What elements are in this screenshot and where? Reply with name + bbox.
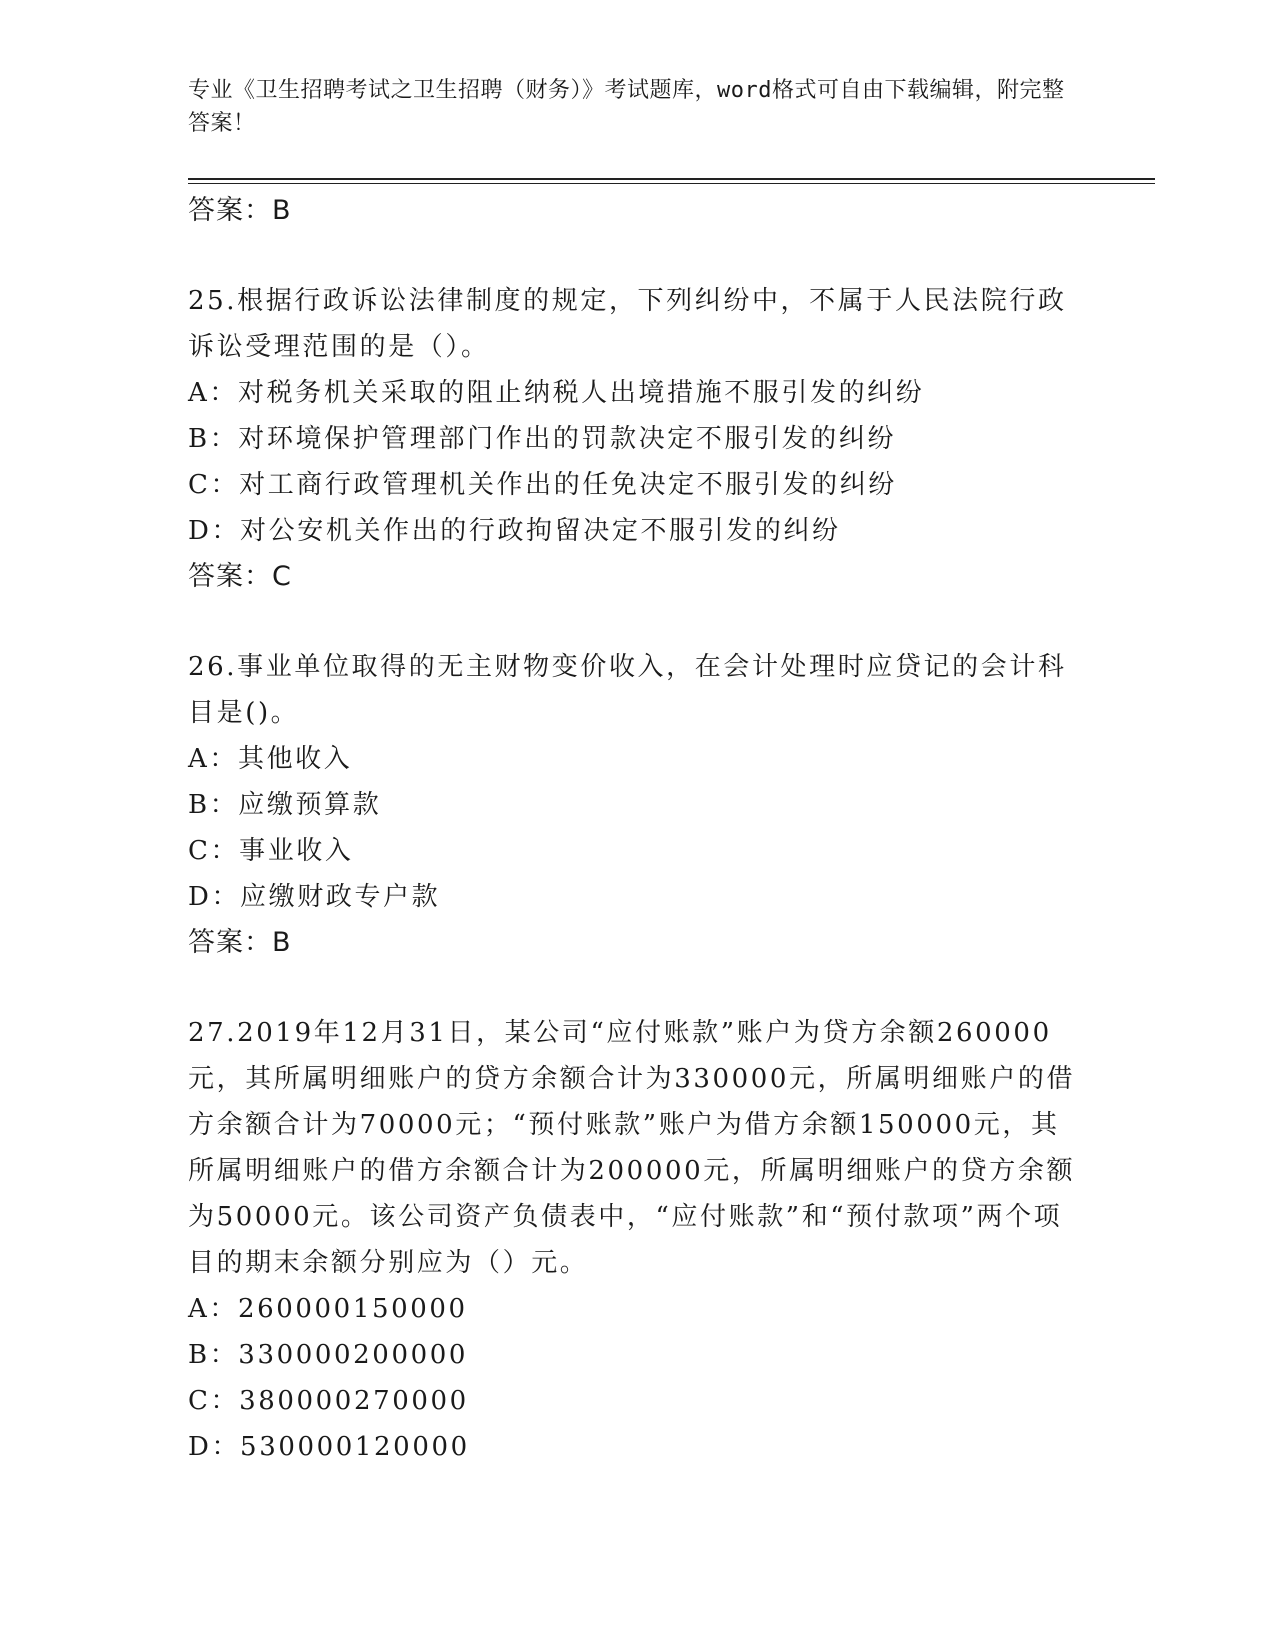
option-a: A：260000150000 (188, 1294, 468, 1324)
header-divider (188, 178, 1155, 180)
question-stem: 27.2019年12月31日，某公司“应付账款”账户为贷方余额260000元，其所属明细账户的贷方余额合计为330000元，所属明细账户的借方余额合计为70000元；“预付账款”账户为借方余额150000元，其所属明细账户的借方余额合计为200000元，所属明细账户的贷方余额为50000元。该公司资产负债表中，“应付账款”和“预付款项”两个项目的期末余额分别应为（）元。 (188, 1018, 1076, 1278)
option-b: B：330000200000 (188, 1340, 469, 1370)
header-divider-thin (188, 183, 1155, 184)
answer-line: 答案：C (188, 561, 292, 592)
option-c: C：对工商行政管理机关作出的任免决定不服引发的纠纷 (188, 470, 897, 500)
option-c: C：380000270000 (188, 1386, 469, 1416)
option-b: B：对环境保护管理部门作出的罚款决定不服引发的纠纷 (188, 424, 897, 454)
question-list (188, 188, 1088, 1470)
page-header: 专业《卫生招聘考试之卫生招聘（财务）》考试题库，word格式可自由下载编辑，附完整答案！ (188, 78, 1065, 136)
option-b: B：应缴预算款 (188, 790, 382, 820)
answer-line: 答案：B (188, 927, 292, 958)
question-25 (188, 278, 1088, 600)
option-d: D：应缴财政专户款 (188, 882, 441, 912)
question-stem: 25.根据行政诉讼法律制度的规定，下列纠纷中，不属于人民法院行政诉讼受理范围的是（）。 (188, 286, 1067, 362)
option-d: D：530000120000 (188, 1432, 470, 1462)
question-26 (188, 644, 1088, 966)
option-d: D：对公安机关作出的行政拘留决定不服引发的纠纷 (188, 516, 841, 546)
option-a: A：对税务机关采取的阻止纳税人出境措施不服引发的纠纷 (188, 378, 925, 408)
question-stem: 26.事业单位取得的无主财物变价收入，在会计处理时应贷记的会计科目是()。 (188, 652, 1067, 728)
option-a: A：其他收入 (188, 744, 353, 774)
option-c: C：事业收入 (188, 836, 354, 866)
question-27 (188, 1010, 1088, 1470)
answer-line: 答案：B (188, 195, 292, 226)
